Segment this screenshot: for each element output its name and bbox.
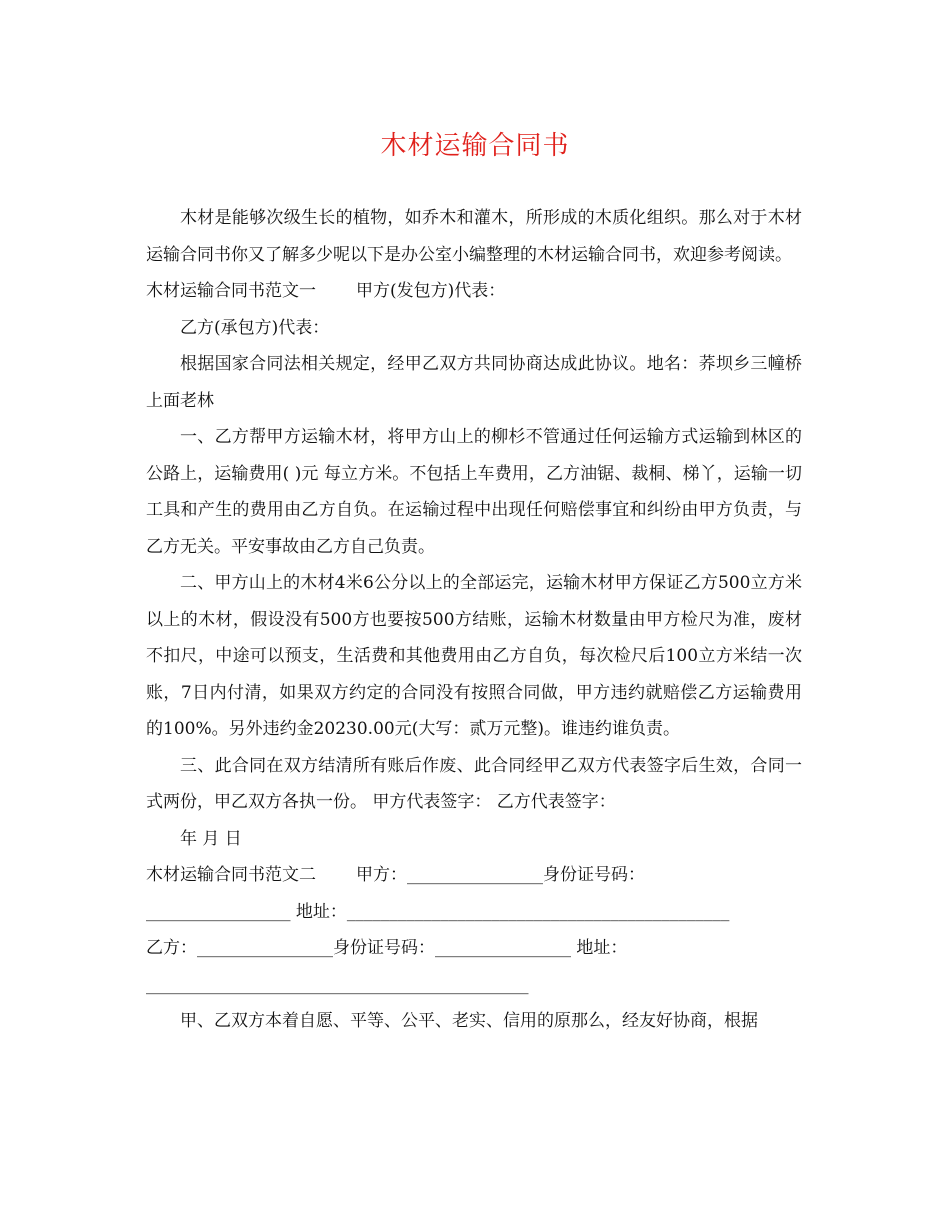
party-b-label: 乙方：: [146, 938, 197, 958]
sample2-heading: 木材运输合同书范文二: [146, 865, 316, 885]
document-title: 木材运输合同书: [380, 131, 570, 161]
party-a-id-blank: _________________: [146, 901, 291, 922]
party-b-id-blank: ________________: [435, 938, 571, 958]
page-bottom-margin: [0, 1118, 950, 1230]
sample1-heading: 木材运输合同书范文一: [146, 281, 316, 301]
party-b-line: [146, 930, 802, 967]
party-b-address-label: 地址：: [576, 938, 628, 958]
party-a-address-blank: _____________________________________________: [346, 901, 730, 922]
intro-paragraph: 木材是能够次级生长的植物，如乔木和灌木，所形成的木质化组织。那么对于木材运输合同书你又了解多少呢以下是办公室小编整理的木材运输合同书，欢迎参考阅读。: [146, 208, 802, 265]
party-a-rep: 甲方(发包方)代表：: [356, 281, 506, 301]
sample1-heading-line: [146, 273, 802, 310]
basis-paragraph: 根据国家合同法相关规定，经甲乙双方共同协商达成此协议。地名：荞坝乡三幢桥上面老林: [146, 354, 802, 411]
party-a-label: 甲方：: [356, 865, 407, 885]
party-b-rep: 乙方(承包方)代表：: [180, 317, 330, 338]
clause-3: 三、此合同在双方结清所有账后作废、此合同经甲乙双方代表签字后生效，合同一式两份，甲乙双方各执一份。 甲方代表签字： 乙方代表签字：: [146, 755, 802, 812]
principle-paragraph: 甲、乙双方本着自愿、平等、公平、老实、信用的原那么，经友好协商，根据: [180, 1011, 758, 1031]
party-b-id-label: 身份证号码：: [333, 938, 435, 958]
party-a-details-line: [146, 894, 802, 931]
clause-1: 一、乙方帮甲方运输木材，将甲方山上的柳杉不管通过任何运输方式运输到林区的公路上，运输费用( )元 每立方米。不包括上车费用，乙方油锯、裁桐、梯丫，运输一切工具和产生的费用由乙方自负。在运输过程中出现任何赔偿事宜和纠纷由甲方负责，与乙方无关。平安事故由乙方自己负责。: [146, 427, 802, 557]
party-a-address-label: 地址：: [295, 901, 347, 922]
clause-2: 二、甲方山上的木材4米6公分以上的全部运完，运输木材甲方保证乙方500立方米以上的木材，假设没有500方也要按500方结账，运输木材数量由甲方检尺为准，废材不扣尺，中途可以预支，生活费和其他费用由乙方自负，每次检尺后100立方米结一次账，7日内付清，如果双方约定的合同没有按照合同做，甲方违约就赔偿乙方运输费用的100%。另外违约金20230.00元(大写：贰万元整)。谁违约谁负责。: [146, 573, 802, 739]
date-line: 年 月 日: [180, 828, 242, 849]
party-a-id-label: 身份证号码：: [543, 865, 645, 885]
party-a-name-blank: ________________: [407, 865, 543, 885]
party-b-address-line: [146, 967, 802, 1004]
party-b-name-blank: ________________: [197, 938, 333, 958]
document-body: [146, 200, 802, 1040]
sample2-heading-line: [146, 857, 802, 894]
party-b-address-blank: _____________________________________________: [146, 974, 529, 995]
